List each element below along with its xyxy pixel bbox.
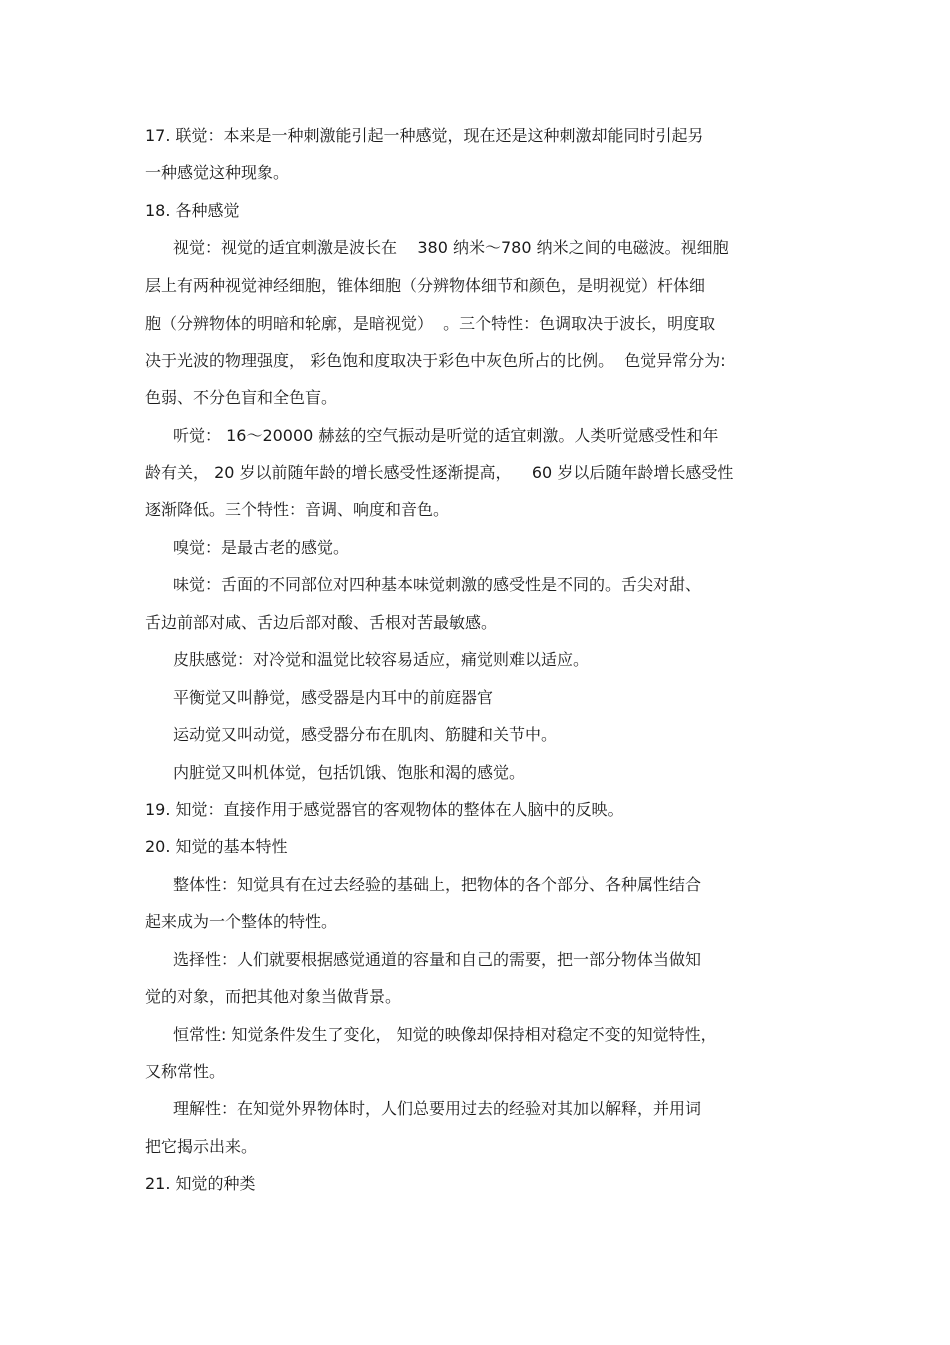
smell-line: 嗅觉：是最古老的感觉。 [173,538,350,557]
hearing-line-1: 听觉： 16～20000 赫兹的空气振动是听觉的适宜刺激。人类听觉感受性和年 [173,426,719,445]
motion-line: 运动觉又叫动觉，感受器分布在肌肉、筋腱和关节中。 [173,725,558,744]
item-21-heading: 21. 知觉的种类 [145,1174,256,1193]
item-20-heading: 20. 知觉的基本特性 [145,837,288,856]
vision-line-3: 胞（分辨物体的明暗和轮廓，是暗视觉） 。三个特性：色调取决于波长，明度取 [145,314,716,333]
vision-line-5: 色弱、不分色盲和全色盲。 [145,388,338,407]
item-19-line: 19. 知觉：直接作用于感觉器官的客观物体的整体在人脑中的反映。 [145,800,624,819]
comprehension-line-2: 把它揭示出来。 [145,1137,258,1156]
constancy-line-2: 又称常性。 [145,1062,226,1081]
taste-line-1: 味觉：舌面的不同部位对四种基本味觉刺激的感受性是不同的。舌尖对甜、 [173,575,702,594]
item-18-heading: 18. 各种感觉 [145,201,240,220]
taste-line-2: 舌边前部对咸、舌边后部对酸、舌根对苦最敏感。 [145,613,498,632]
selectivity-line-2: 觉的对象，而把其他对象当做背景。 [145,987,402,1006]
item-17-line-1: 17. 联觉：本来是一种刺激能引起一种感觉，现在还是这种刺激却能同时引起另 [145,126,704,145]
selectivity-line-1: 选择性：人们就要根据感觉通道的容量和自己的需要，把一部分物体当做知 [173,950,702,969]
hearing-line-3: 逐渐降低。三个特性：音调、响度和音色。 [145,500,450,519]
vision-line-2: 层上有两种视觉神经细胞，锥体细胞（分辨物体细节和颜色，是明视觉）杆体细 [145,276,706,295]
skin-line: 皮肤感觉：对冷觉和温觉比较容易适应，痛觉则难以适应。 [173,650,590,669]
constancy-line-1: 恒常性: 知觉条件发生了变化， 知觉的映像却保持相对稳定不变的知觉特性， [173,1025,717,1044]
hearing-line-2: 龄有关， 20 岁以前随年龄的增长感受性逐渐提高， 60 岁以后随年龄增长感受性 [145,463,734,482]
balance-line: 平衡觉又叫静觉，感受器是内耳中的前庭器官 [173,688,494,707]
vision-line-1: 视觉：视觉的适宜刺激是波长在 380 纳米～780 纳米之间的电磁波。视细胞 [173,238,729,257]
wholeness-line-2: 起来成为一个整体的特性。 [145,912,338,931]
item-17-line-2: 一种感觉这种现象。 [145,163,290,182]
visceral-line: 内脏觉又叫机体觉，包括饥饿、饱胀和渴的感觉。 [173,763,526,782]
comprehension-line-1: 理解性：在知觉外界物体时，人们总要用过去的经验对其加以解释，并用词 [173,1099,702,1118]
vision-line-4: 决于光波的物理强度， 彩色饱和度取决于彩色中灰色所占的比例。 色觉异常分为: [145,351,726,370]
wholeness-line-1: 整体性：知觉具有在过去经验的基础上，把物体的各个部分、各种属性结合 [173,875,702,894]
